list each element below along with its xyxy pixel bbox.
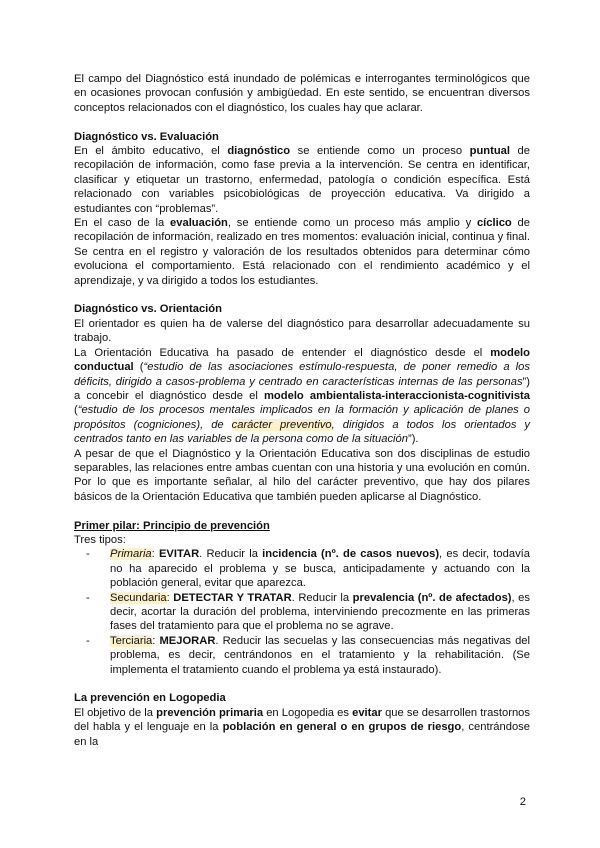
section-heading-diagnostico-orientacion: Diagnóstico vs. Orientación: [74, 303, 222, 316]
relaciones-paragraph: A pesar de que el Diagnóstico y la Orientación Educativa son dos disciplinas de estudio separables, las relaciones entre ambas cuentan con una historia y una evolución en común. Por lo que es importante señalar, al hilo del carácter preventivo, que hay dos pilares básicos de la Orientación Educativa que también pueden aplicarse al Diagnóstico.: [74, 447, 530, 503]
section-heading-diagnostico-evaluacion: Diagnóstico vs. Evaluación: [74, 130, 219, 143]
list-item-terciaria: - Terciaria: MEJORAR. Reducir las secuelas y las consecuencias más negativas del problema, es decir, centrándonos en el tratamiento y la rehabilitación. (Se implementa el tratamiento cuando el problema ya está instaurado).: [86, 634, 531, 676]
prevention-types-list: [74, 547, 530, 677]
document-page: [74, 72, 530, 749]
tres-tipos-label: Tres tipos:: [74, 533, 126, 546]
intro-paragraph: El campo del Diagnóstico está inundado de polémicas e interrogantes terminológicos que en ocasiones provocan confusión y ambigüedad. En este sentido, se encuentran diversos conceptos relacionados con el diagnóstico, los cuales hay que aclarar.: [74, 73, 530, 114]
highlighted-text: carácter preventivo: [231, 418, 332, 431]
page-number: 2: [519, 796, 526, 808]
section-heading-primer-pilar: Primer pilar: Principio de prevención: [74, 519, 270, 532]
logopedia-paragraph: El objetivo de la prevención primaria en Logopedia es evitar que se desarrollen trastornos del habla y el lenguaje en la población en general o en grupos de riesgo, centrándose en la: [74, 706, 530, 748]
list-item-primaria: - Primaria: EVITAR. Reducir la incidencia (nº. de casos nuevos), es decir, todavía no ha aparecido el problema y se busca, anticipadamente y actuando con la población general, evitar que aparezca.: [86, 548, 530, 590]
diagnostico-paragraph: En el ámbito educativo, el diagnóstico se entiende como un proceso puntual de recopilación de información, como fase previa a la intervención. Se centra en identificar, clasificar y etiquetar un trastorno, enfermedad, patología o condición específica. Está relacionado con variables psicobiológicas de proyección educativa. Va dirigido a estudiantes con “problemas”.: [74, 145, 531, 215]
list-item-secundaria: - Secundaria: DETECTAR Y TRATAR. Reducir la prevalencia (nº. de afectados), es decir, acortar la duración del problema, interviniendo precozmente en las primeras fases del tratamiento para que el problema no se agrave.: [86, 591, 530, 633]
orientacion-educativa-paragraph: La Orientación Educativa ha pasado de entender el diagnóstico desde el modelo conductual (“estudio de las asociaciones estímulo-respuesta, de poner remedio a los déficits, dirigido a casos-problema y centrado en características internas de las personas”) a concebir el diagnóstico desde el modelo ambientalista-interaccionista-cognitivista (“estudio de los procesos mentales implicados en la formación y aplicación de planes o propósitos (cogniciones), de carácter preventivo, dirigidos a todos los orientados y centrados tanto en las variables de la persona como de la situación”).: [74, 346, 531, 446]
evaluacion-paragraph: En el caso de la evaluación, se entiende como un proceso más amplio y cíclico de recopilación de información, realizado en tres momentos: evaluación inicial, continua y final. Se centra en el registro y valoración de los resultados obtenidos para determinar cómo evoluciona el comportamiento. Está relacionado con el rendimiento académico y el aprendizaje, y va dirigido a todos los estudiantes.: [74, 217, 530, 287]
section-heading-prevencion-logopedia: La prevención en Logopedia: [74, 692, 226, 705]
orientador-paragraph: El orientador es quien ha de valerse del diagnóstico para desarrollar adecuadamente su trabajo.: [74, 317, 530, 345]
